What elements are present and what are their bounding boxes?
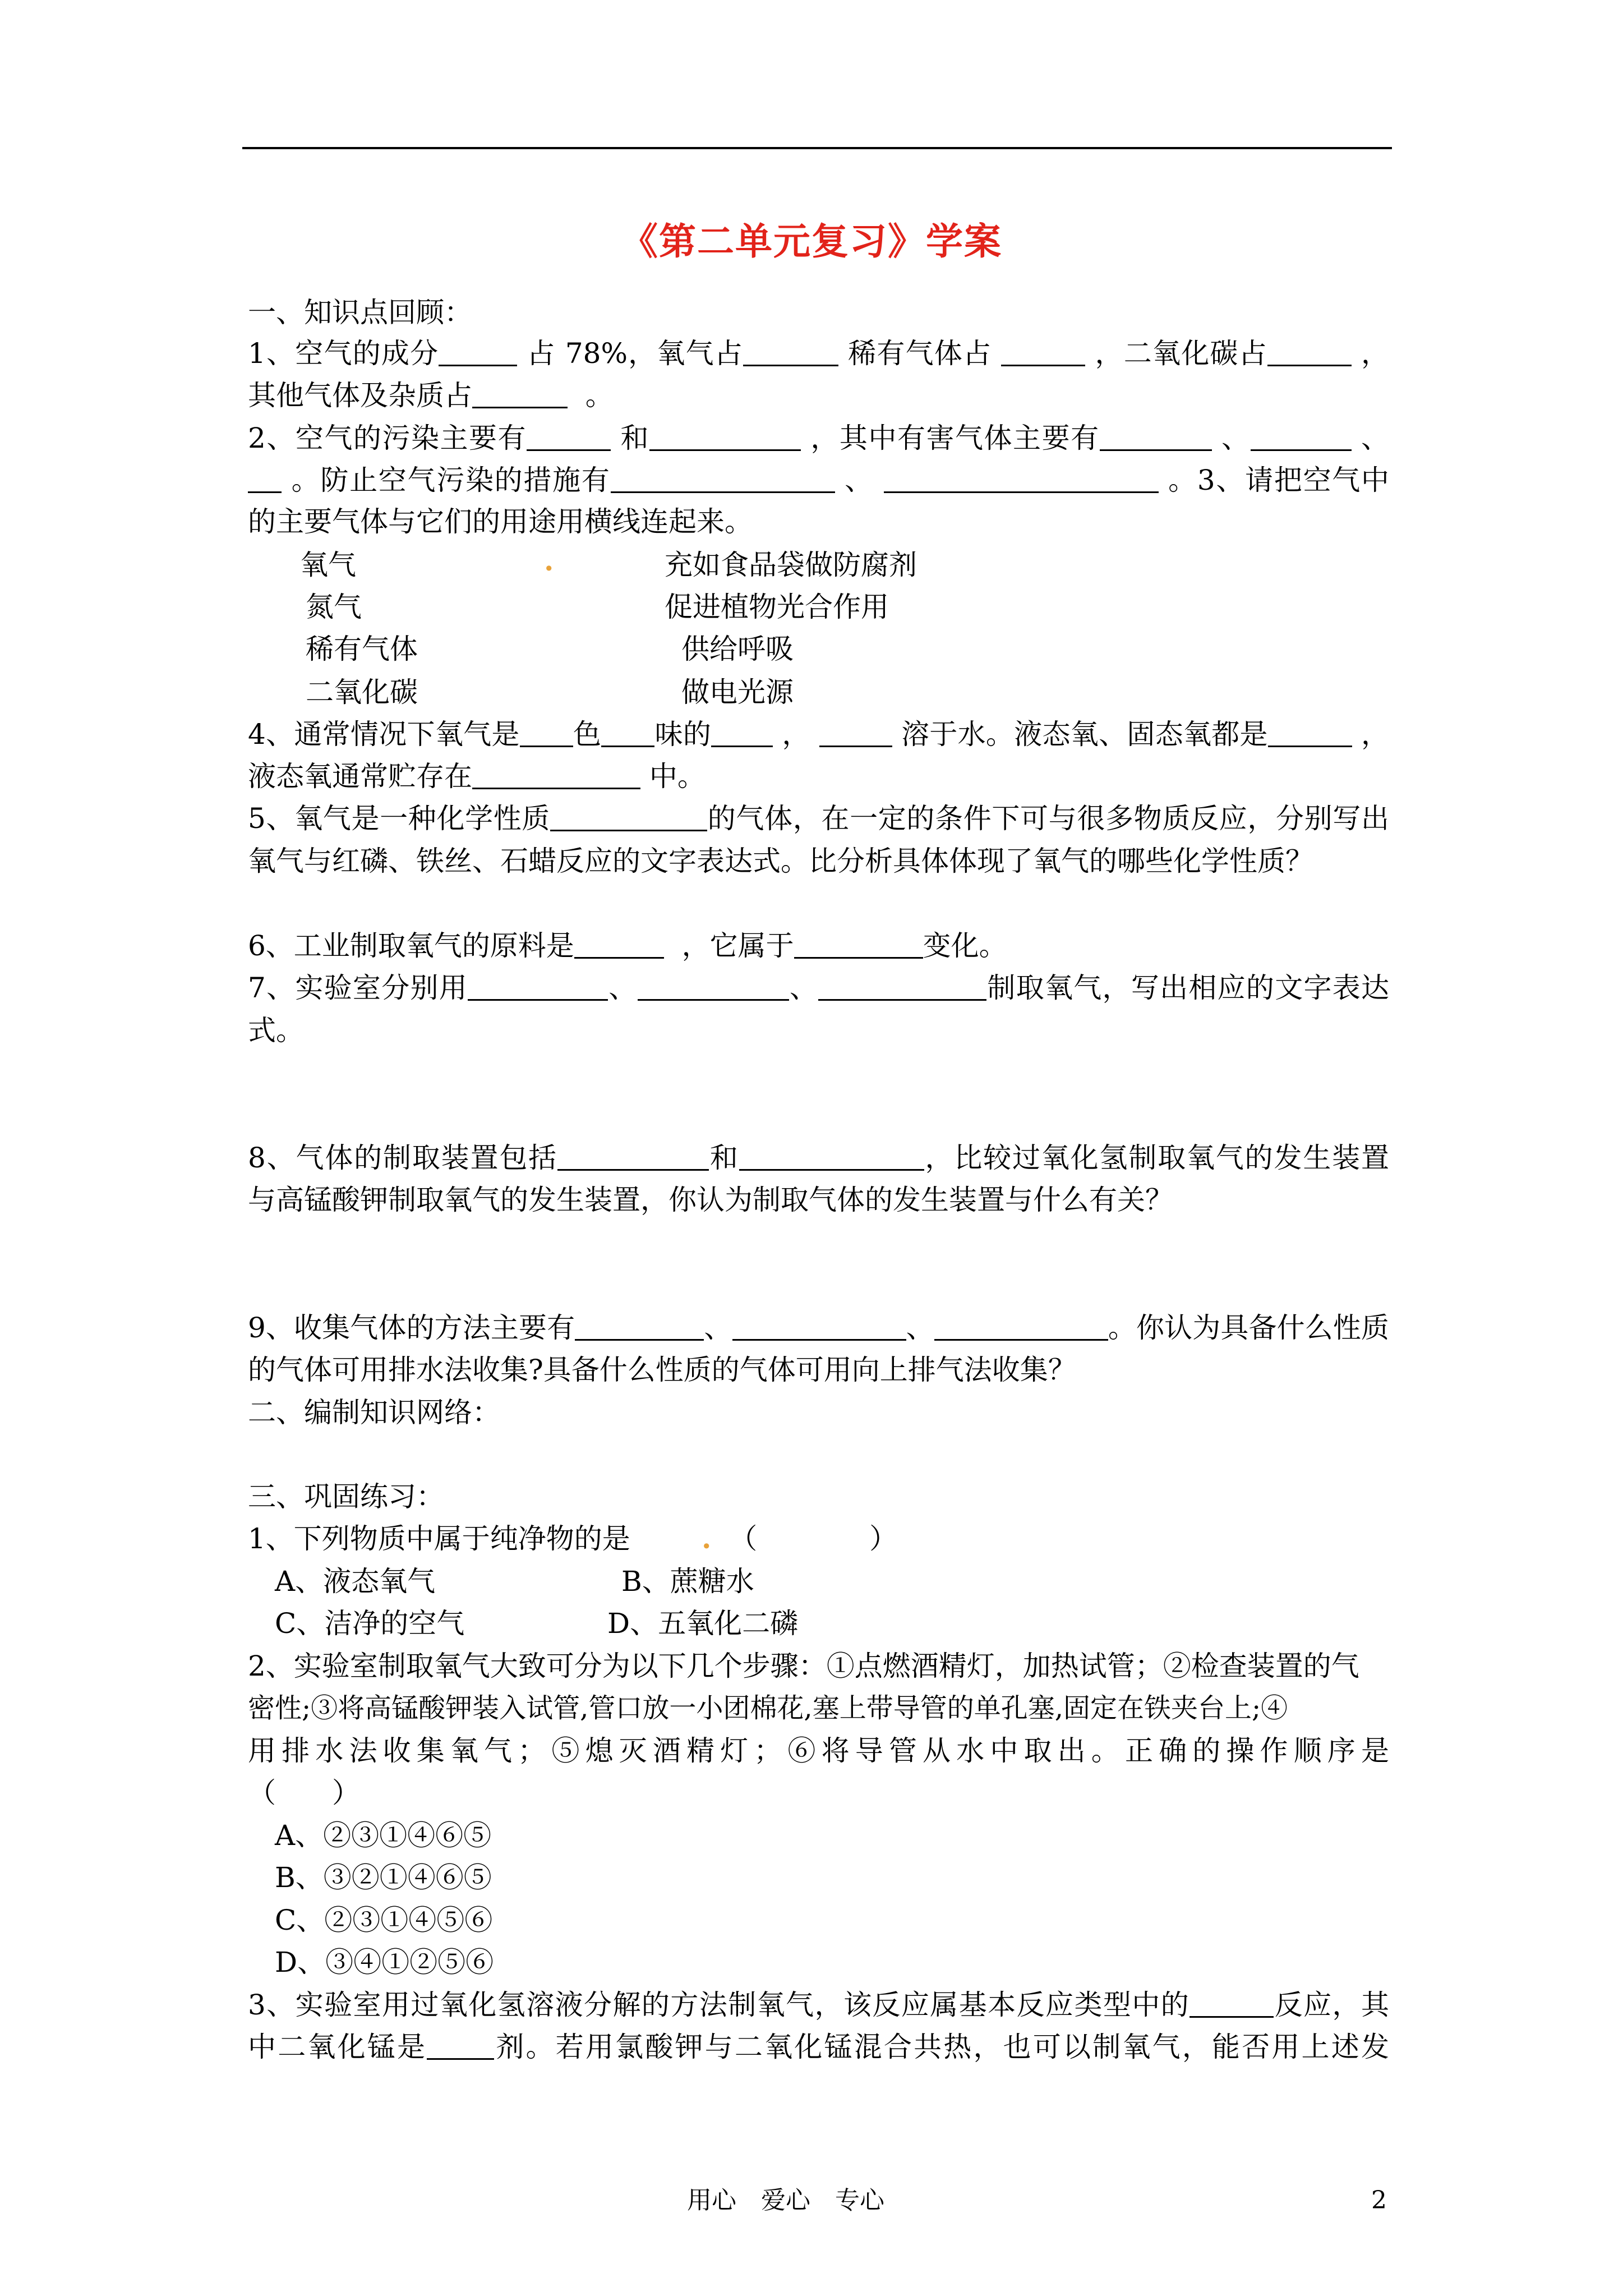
page-number: 2 (1371, 2186, 1387, 2215)
gas-item: 稀有气体 (306, 633, 418, 665)
option: D、五氧化二磷 (607, 1607, 799, 1640)
page-title: 《第二单元复习》学案 (621, 219, 1002, 263)
use-item: 做电光源 (681, 676, 794, 708)
mark-dot: . (544, 544, 554, 577)
exercise-2-line-2: 密性;③将高锰酸钾装入试管,管口放一小团棉花,塞上带导管的单孔塞,固定在铁夹台上;④ (248, 1692, 1288, 1724)
question-8-line-2: 与高锰酸钾制取氧气的发生装置，你认为制取气体的发生装置与什么有关？ (248, 1184, 1173, 1216)
question-2-line-1: 2、空气的污染主要有 和 ，其中有害气体主要有 、 、 (248, 420, 1389, 456)
question-1-line-2: 其他气体及杂质占 。 (248, 378, 614, 413)
exercise-3-line-2: 中二氧化锰是 剂。若用氯酸钾与二氧化锰混合共热，也可以制氧气，能否用上述发 (248, 2029, 1389, 2065)
question-2-line-2: 。防止空气污染的措施有 、 。3、请把空气中 (248, 462, 1389, 498)
question-2-line-3: 的主要气体与它们的用途用横线连起来。 (248, 505, 753, 538)
exercise-2-paren: （ ） (248, 1777, 360, 1809)
use-item: 促进植物光合作用 (665, 591, 889, 623)
exercise-3-line-1: 3、实验室用过氧化氢溶液分解的方法制氧气，该反应属基本反应类型中的 反应，其 (248, 1987, 1389, 2023)
gas-item: 二氧化碳 (306, 676, 418, 708)
question-9-line-1: 9、收集气体的方法主要有 、 、 。你认为具备什么性质 (248, 1310, 1389, 1346)
option: D、③④①②⑤⑥ (275, 1946, 494, 1978)
option: A、液态氧气 (275, 1565, 436, 1598)
footer-motto: 用心 爱心 专心 (687, 2186, 884, 2215)
exercise-2-line-1: 2、实验室制取氧气大致可分为以下几个步骤：①点燃酒精灯，加热试管；②检查装置的气 (248, 1650, 1359, 1682)
use-item: 供给呼吸 (681, 633, 794, 665)
question-7-line-2: 式。 (248, 1014, 304, 1047)
exercise-2-line-3: 用排水法收集氧气；⑤熄灭酒精灯；⑥将导管从水中取出。正确的操作顺序是 (248, 1734, 1389, 1767)
question-9-line-2: 的气体可用排水法收集?具备什么性质的气体可用向上排气法收集？ (248, 1354, 1076, 1386)
question-4-line-2: 液态氧通常贮存在 中。 (248, 758, 706, 794)
question-4-line-1: 4、通常情况下氧气是 色 味的 ， 溶于水。液态氧、固态氧都是 ， (248, 716, 1389, 752)
question-8-line-1: 8、气体的制取装置包括 和 ，比较过氧化氢制取氧气的发生装置 (248, 1140, 1389, 1176)
question-7-line-1: 7、实验室分别用 、 、 制取氧气，写出相应的文字表达 (248, 970, 1389, 1006)
section-heading: 一、知识点回顾： (248, 296, 472, 329)
header-rule (242, 147, 1392, 149)
gas-item: 氧气 (300, 549, 356, 581)
option: C、洁净的空气 (275, 1607, 465, 1640)
section-heading: 二、编制知识网络： (248, 1396, 500, 1429)
exercise-1-stem: 1、下列物质中属于纯净物的是 . （ ） (248, 1522, 898, 1555)
question-5-line-1: 5、氧气是一种化学性质 的气体，在一定的条件下可与很多物质反应，分别写出 (248, 800, 1389, 836)
option: B、蔗糖水 (621, 1565, 754, 1598)
question-1-line-1: 1、空气的成分 占 78%，氧气占 稀有气体占 ，二氧化碳占 ， (248, 335, 1389, 371)
section-heading: 三、巩固练习： (248, 1480, 444, 1513)
question-5-line-2: 氧气与红磷、铁丝、石蜡反应的文字表达式。比分析具体体现了氧气的哪些化学性质？ (248, 845, 1313, 877)
option: A、②③①④⑥⑤ (275, 1819, 492, 1852)
use-item: 充如食品袋做防腐剂 (665, 549, 917, 581)
option: C、②③①④⑤⑥ (275, 1904, 493, 1936)
option: B、③②①④⑥⑤ (275, 1861, 492, 1894)
question-6: 6、工业制取氧气的原料是 ，它属于 变化。 (248, 928, 1007, 964)
gas-item: 氮气 (306, 591, 362, 623)
